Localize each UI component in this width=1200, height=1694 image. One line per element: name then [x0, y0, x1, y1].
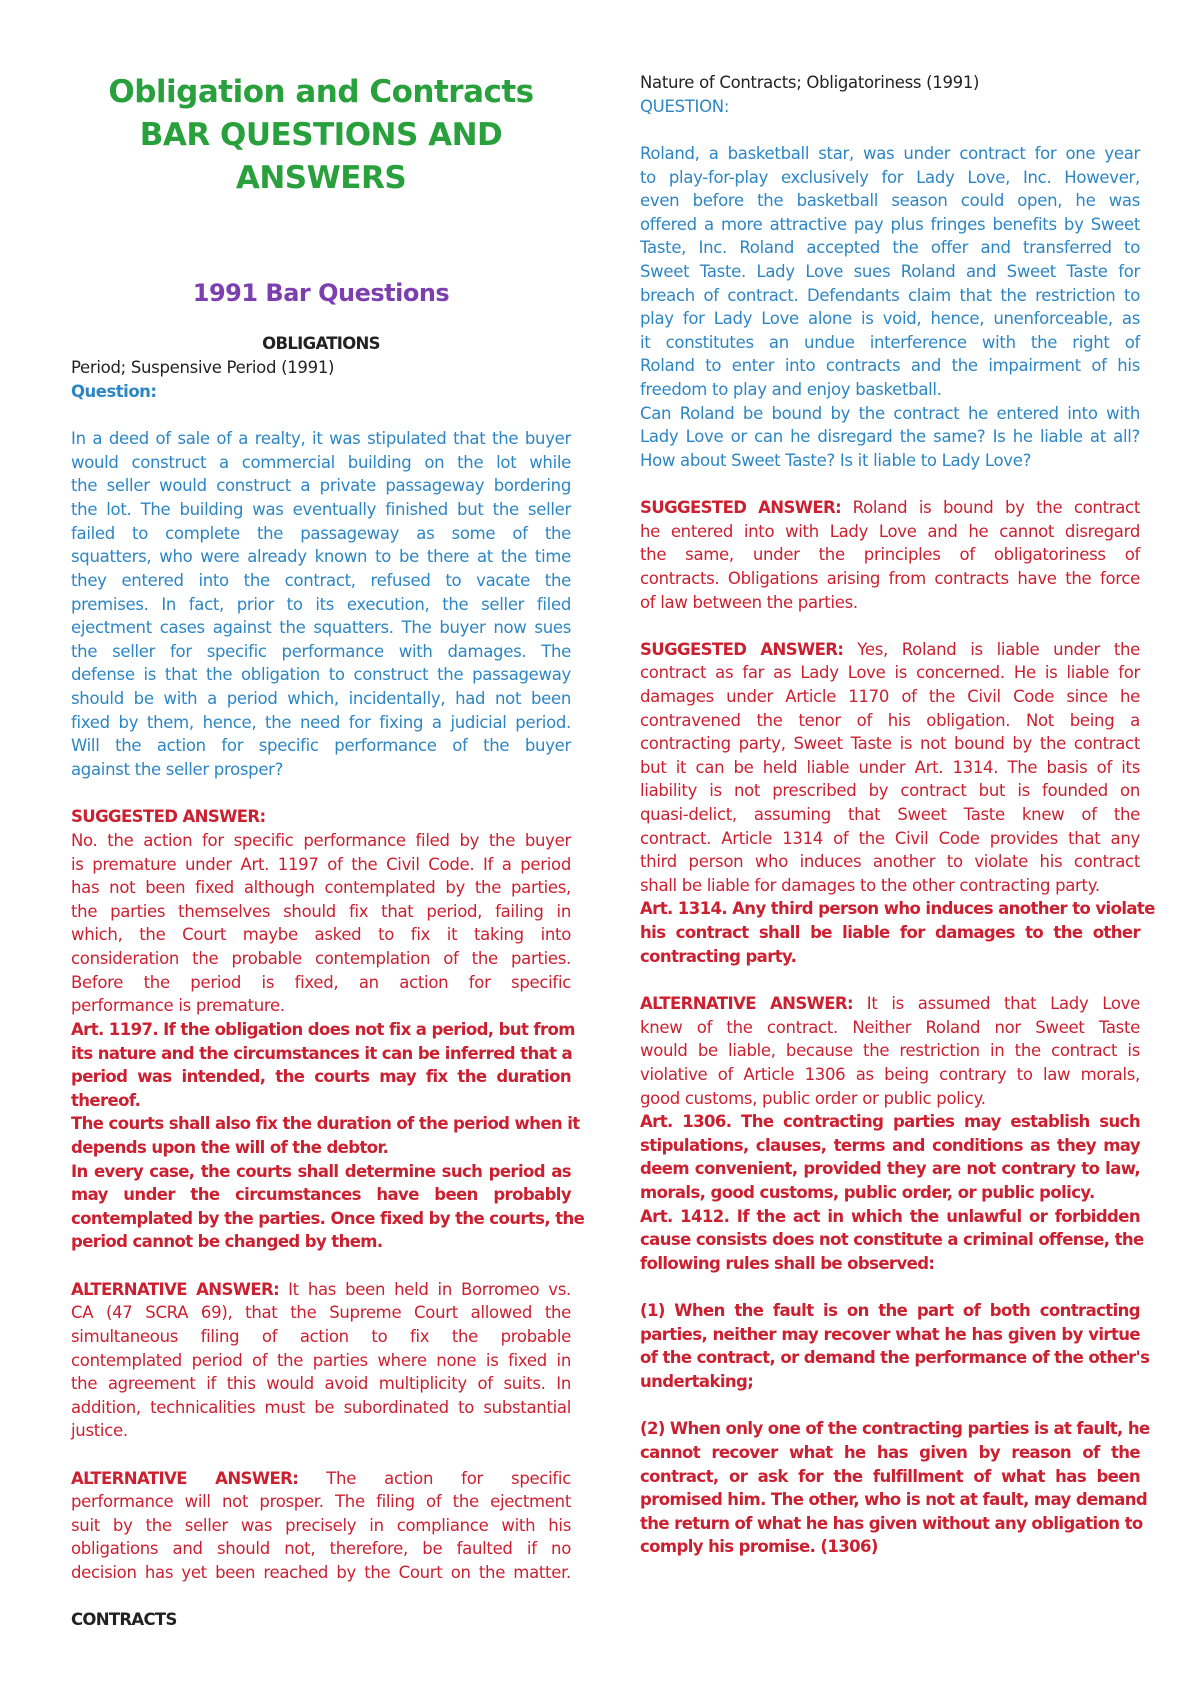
question-line: Sweet Taste. Lady Love sues Roland and Sweet Taste for [640, 262, 1140, 281]
question-line: Will the action for specific performance of the buyer [71, 736, 571, 755]
answer-line: third person who induces another to violate his contract [640, 852, 1140, 871]
rule-line: parties, neither may recover what he has given by virtue [640, 1325, 1140, 1344]
answer-line: which, the Court maybe asked to fix it taking into [71, 925, 571, 944]
suggested-answer-label: SUGGESTED ANSWER: [71, 807, 266, 826]
alternative-line: CA (47 SCRA 69), that the Supreme Court allowed the [71, 1303, 571, 1322]
alternative-line: performance will not prosper. The filing of the ejectment [71, 1492, 571, 1511]
article-line: Art. 1197. If the obligation does not fix a period, but from [71, 1020, 575, 1039]
question-line: the seller would construct a private passageway bordering [71, 476, 571, 495]
answer-line: performance is premature. [71, 996, 285, 1015]
article-line: following rules shall be observed: [640, 1254, 935, 1273]
alternative-line: the agreement if this would avoid multiplicity of suits. In [71, 1374, 571, 1393]
rule-line: comply his promise. (1306) [640, 1537, 878, 1556]
answer-line: No. the action for specific performance filed by the buyer [71, 831, 571, 850]
question-label: QUESTION: [640, 97, 730, 116]
question-line: failed to complete the passageway as some of the [71, 524, 571, 543]
alternative-line: obligations and should not, therefore, be faulted if no [71, 1539, 571, 1558]
question-line: offered a more attractive pay plus fringes benefits by Sweet [640, 215, 1140, 234]
question-line: play for Lady Love alone is void, hence, unenforceable, as [640, 309, 1140, 328]
section-heading-contracts: CONTRACTS [71, 1610, 177, 1629]
answer-line: quasi-delict, assuming that Sweet Taste knew of the [640, 805, 1140, 824]
alternative-answer-text: It is assumed that Lady Love [852, 994, 1140, 1013]
alternative-answer-text: It has been held in Borromeo vs. [279, 1280, 571, 1299]
answer-line: contracting party, Sweet Taste is not bound by the contract [640, 734, 1140, 753]
article-line: cause consists does not constitute a criminal offense, the [640, 1230, 1144, 1249]
document-title-line-3: ANSWERS [235, 160, 407, 196]
article-line: morals, good customs, public order, or public policy. [640, 1183, 1095, 1202]
suggested-answer-label: SUGGESTED ANSWER: [640, 640, 844, 659]
question-line: Can Roland be bound by the contract he entered into with [640, 404, 1140, 423]
alternative-line: simultaneous filing of action to fix the probable [71, 1327, 571, 1346]
article-line: his contract shall be liable for damages to the other [640, 923, 1140, 942]
answer-line: of law between the parties. [640, 593, 858, 612]
alternative-answer-text: The action for specific [298, 1469, 571, 1488]
question-line: How about Sweet Taste? Is it liable to Lady Love? [640, 451, 1032, 470]
question-line: defense is that the obligation to construct the passageway [71, 665, 571, 684]
rule-line: (2) When only one of the contracting parties is at fault, he [640, 1419, 1150, 1438]
article-line: depends upon the will of the debtor. [71, 1138, 389, 1157]
rule-line: contract, or ask for the fulfillment of what has been [640, 1467, 1140, 1486]
suggested-answer-2-first-line [640, 638, 1140, 662]
alternative-line: would be liable, because the restriction in the contract is [640, 1041, 1140, 1060]
question-label: Question: [71, 382, 157, 401]
question-line: would construct a commercial building on the lot while [71, 453, 571, 472]
article-line: period cannot be changed by them. [71, 1232, 383, 1251]
question-line: freedom to play and enjoy basketball. [640, 380, 942, 399]
article-line: contemplated by the parties. Once fixed by the courts, the [71, 1209, 585, 1228]
article-line: Art. 1412. If the act in which the unlawful or forbidden [640, 1207, 1140, 1226]
alternative-answer-label: ALTERNATIVE ANSWER: [640, 994, 853, 1013]
answer-line: shall be liable for damages to the other contracting party. [640, 876, 1100, 895]
suggested-answer-text: Roland is bound by the contract [841, 498, 1140, 517]
alternative-line: suit by the seller was precisely in compliance with his [71, 1516, 571, 1535]
question-line: fixed by them, hence, the need for fixing a judicial period. [71, 713, 571, 732]
question-line: even before the basketball season could open, he was [640, 191, 1140, 210]
answer-line: contract. Article 1314 of the Civil Code provides that any [640, 829, 1140, 848]
article-line: contracting party. [640, 947, 797, 966]
document-subtitle: 1991 Bar Questions [192, 279, 450, 307]
answer-line: contract as far as Lady Love is concerned. He is liable for [640, 663, 1140, 682]
alternative-answer-label: ALTERNATIVE ANSWER: [71, 1469, 299, 1488]
alternative-answer-first-line [640, 992, 1140, 1016]
answer-line: contracts. Obligations arising from contracts have the force [640, 569, 1140, 588]
article-line: Art. 1306. The contracting parties may establish such [640, 1112, 1140, 1131]
alternative-line: contemplated period of the parties where none is fixed in [71, 1351, 571, 1370]
suggested-answer-text: Yes, Roland is liable under the [843, 640, 1140, 659]
answer-line: has not been fixed although contemplated by the parties, [71, 878, 571, 897]
question-line: the lot. The building was eventually finished but the seller [71, 500, 571, 519]
question-line: squatters, who were already known to be there at the time [71, 547, 571, 566]
article-line: The courts shall also fix the duration of the period when it [71, 1114, 580, 1133]
question-line: to play-for-play exclusively for Lady Love, Inc. However, [640, 168, 1140, 187]
question-line: Roland to enter into contracts and the impairment of his [640, 356, 1140, 375]
answer-line: but it can be held liable under Art. 1314. The basis of its [640, 758, 1140, 777]
article-line: stipulations, clauses, terms and conditions as they may [640, 1136, 1140, 1155]
topic-heading: Nature of Contracts; Obligatoriness (1991) [640, 73, 980, 92]
question-line: breach of contract. Defendants claim that the restriction to [640, 286, 1140, 305]
article-line: may under the circumstances have been probably [71, 1185, 571, 1204]
article-line: its nature and the circumstances it can be inferred that a [71, 1044, 573, 1063]
answer-line: consideration the probable contemplation of the parties. [71, 949, 571, 968]
question-line: should be with a period which, incidentally, had not been [71, 689, 571, 708]
question-line: it constitutes an undue interference with the right of [640, 333, 1140, 352]
question-line: against the seller prosper? [71, 760, 284, 779]
question-line: Lady Love or can he disregard the same? Is he liable at all? [640, 427, 1140, 446]
rule-line: (1) When the fault is on the part of both contracting [640, 1301, 1140, 1320]
article-line: thereof. [71, 1091, 141, 1110]
answer-line: is premature under Art. 1197 of the Civil Code. If a period [71, 855, 571, 874]
alternative-answer-label: ALTERNATIVE ANSWER: [71, 1280, 280, 1299]
alternative-line: addition, technicalities must be subordinated to substantial [71, 1398, 571, 1417]
rule-line: cannot recover what he has given by reason of the [640, 1443, 1140, 1462]
suggested-answer-1-first-line [640, 496, 1140, 520]
alternative-answer-1-first-line [71, 1278, 571, 1302]
rule-line: the return of what he has given without any obligation to [640, 1514, 1143, 1533]
answer-line: contravened the tenor of his obligation. Not being a [640, 711, 1140, 730]
answer-line: damages under Article 1170 of the Civil Code since he [640, 687, 1140, 706]
answer-line: Before the period is fixed, an action for specific [71, 973, 571, 992]
question-line: premises. In fact, prior to its execution, the seller filed [71, 595, 571, 614]
rule-line: undertaking; [640, 1372, 754, 1391]
alternative-line: knew of the contract. Neither Roland nor Sweet Taste [640, 1018, 1140, 1037]
alternative-line: violative of Article 1306 as being contrary to law morals, [640, 1065, 1140, 1084]
article-line: deem convenient, provided they are not contrary to law, [640, 1159, 1140, 1178]
rule-line: of the contract, or demand the performance of the other's [640, 1348, 1150, 1367]
alternative-answer-2-first-line [71, 1467, 571, 1491]
alternative-line: good customs, public order or public policy. [640, 1089, 986, 1108]
alternative-line: decision has yet been reached by the Court on the matter. [71, 1563, 571, 1582]
answer-line: the parties themselves should fix that period, failing in [71, 902, 571, 921]
question-line: Roland, a basketball star, was under contract for one year [640, 144, 1140, 163]
alternative-line: justice. [71, 1421, 128, 1440]
answer-line: liability is not prescribed by contract but is founded on [640, 781, 1140, 800]
answer-line: the same, under the principles of obligatoriness of [640, 545, 1140, 564]
document-title-line-1: Obligation and Contracts [108, 74, 534, 110]
section-heading-obligations: OBLIGATIONS [262, 334, 380, 353]
question-line: Taste, Inc. Roland accepted the offer and transferred to [640, 238, 1140, 257]
answer-line: he entered into with Lady Love and he cannot disregard [640, 522, 1140, 541]
rule-line: promised him. The other, who is not at fault, may demand [640, 1490, 1148, 1509]
article-line: period was intended, the courts may fix the duration [71, 1067, 571, 1086]
document-title-line-2: BAR QUESTIONS AND [139, 117, 503, 153]
topic-heading: Period; Suspensive Period (1991) [71, 358, 335, 377]
article-line: In every case, the courts shall determine such period as [71, 1162, 571, 1181]
question-line: ejectment cases against the squatters. The buyer now sues [71, 618, 571, 637]
question-line: In a deed of sale of a realty, it was stipulated that the buyer [71, 429, 571, 448]
article-line: Art. 1314. Any third person who induces another to violate [640, 899, 1155, 918]
question-line: the seller for specific performance with damages. The [71, 642, 571, 661]
question-line: they entered into the contract, refused to vacate the [71, 571, 571, 590]
suggested-answer-label: SUGGESTED ANSWER: [640, 498, 842, 517]
